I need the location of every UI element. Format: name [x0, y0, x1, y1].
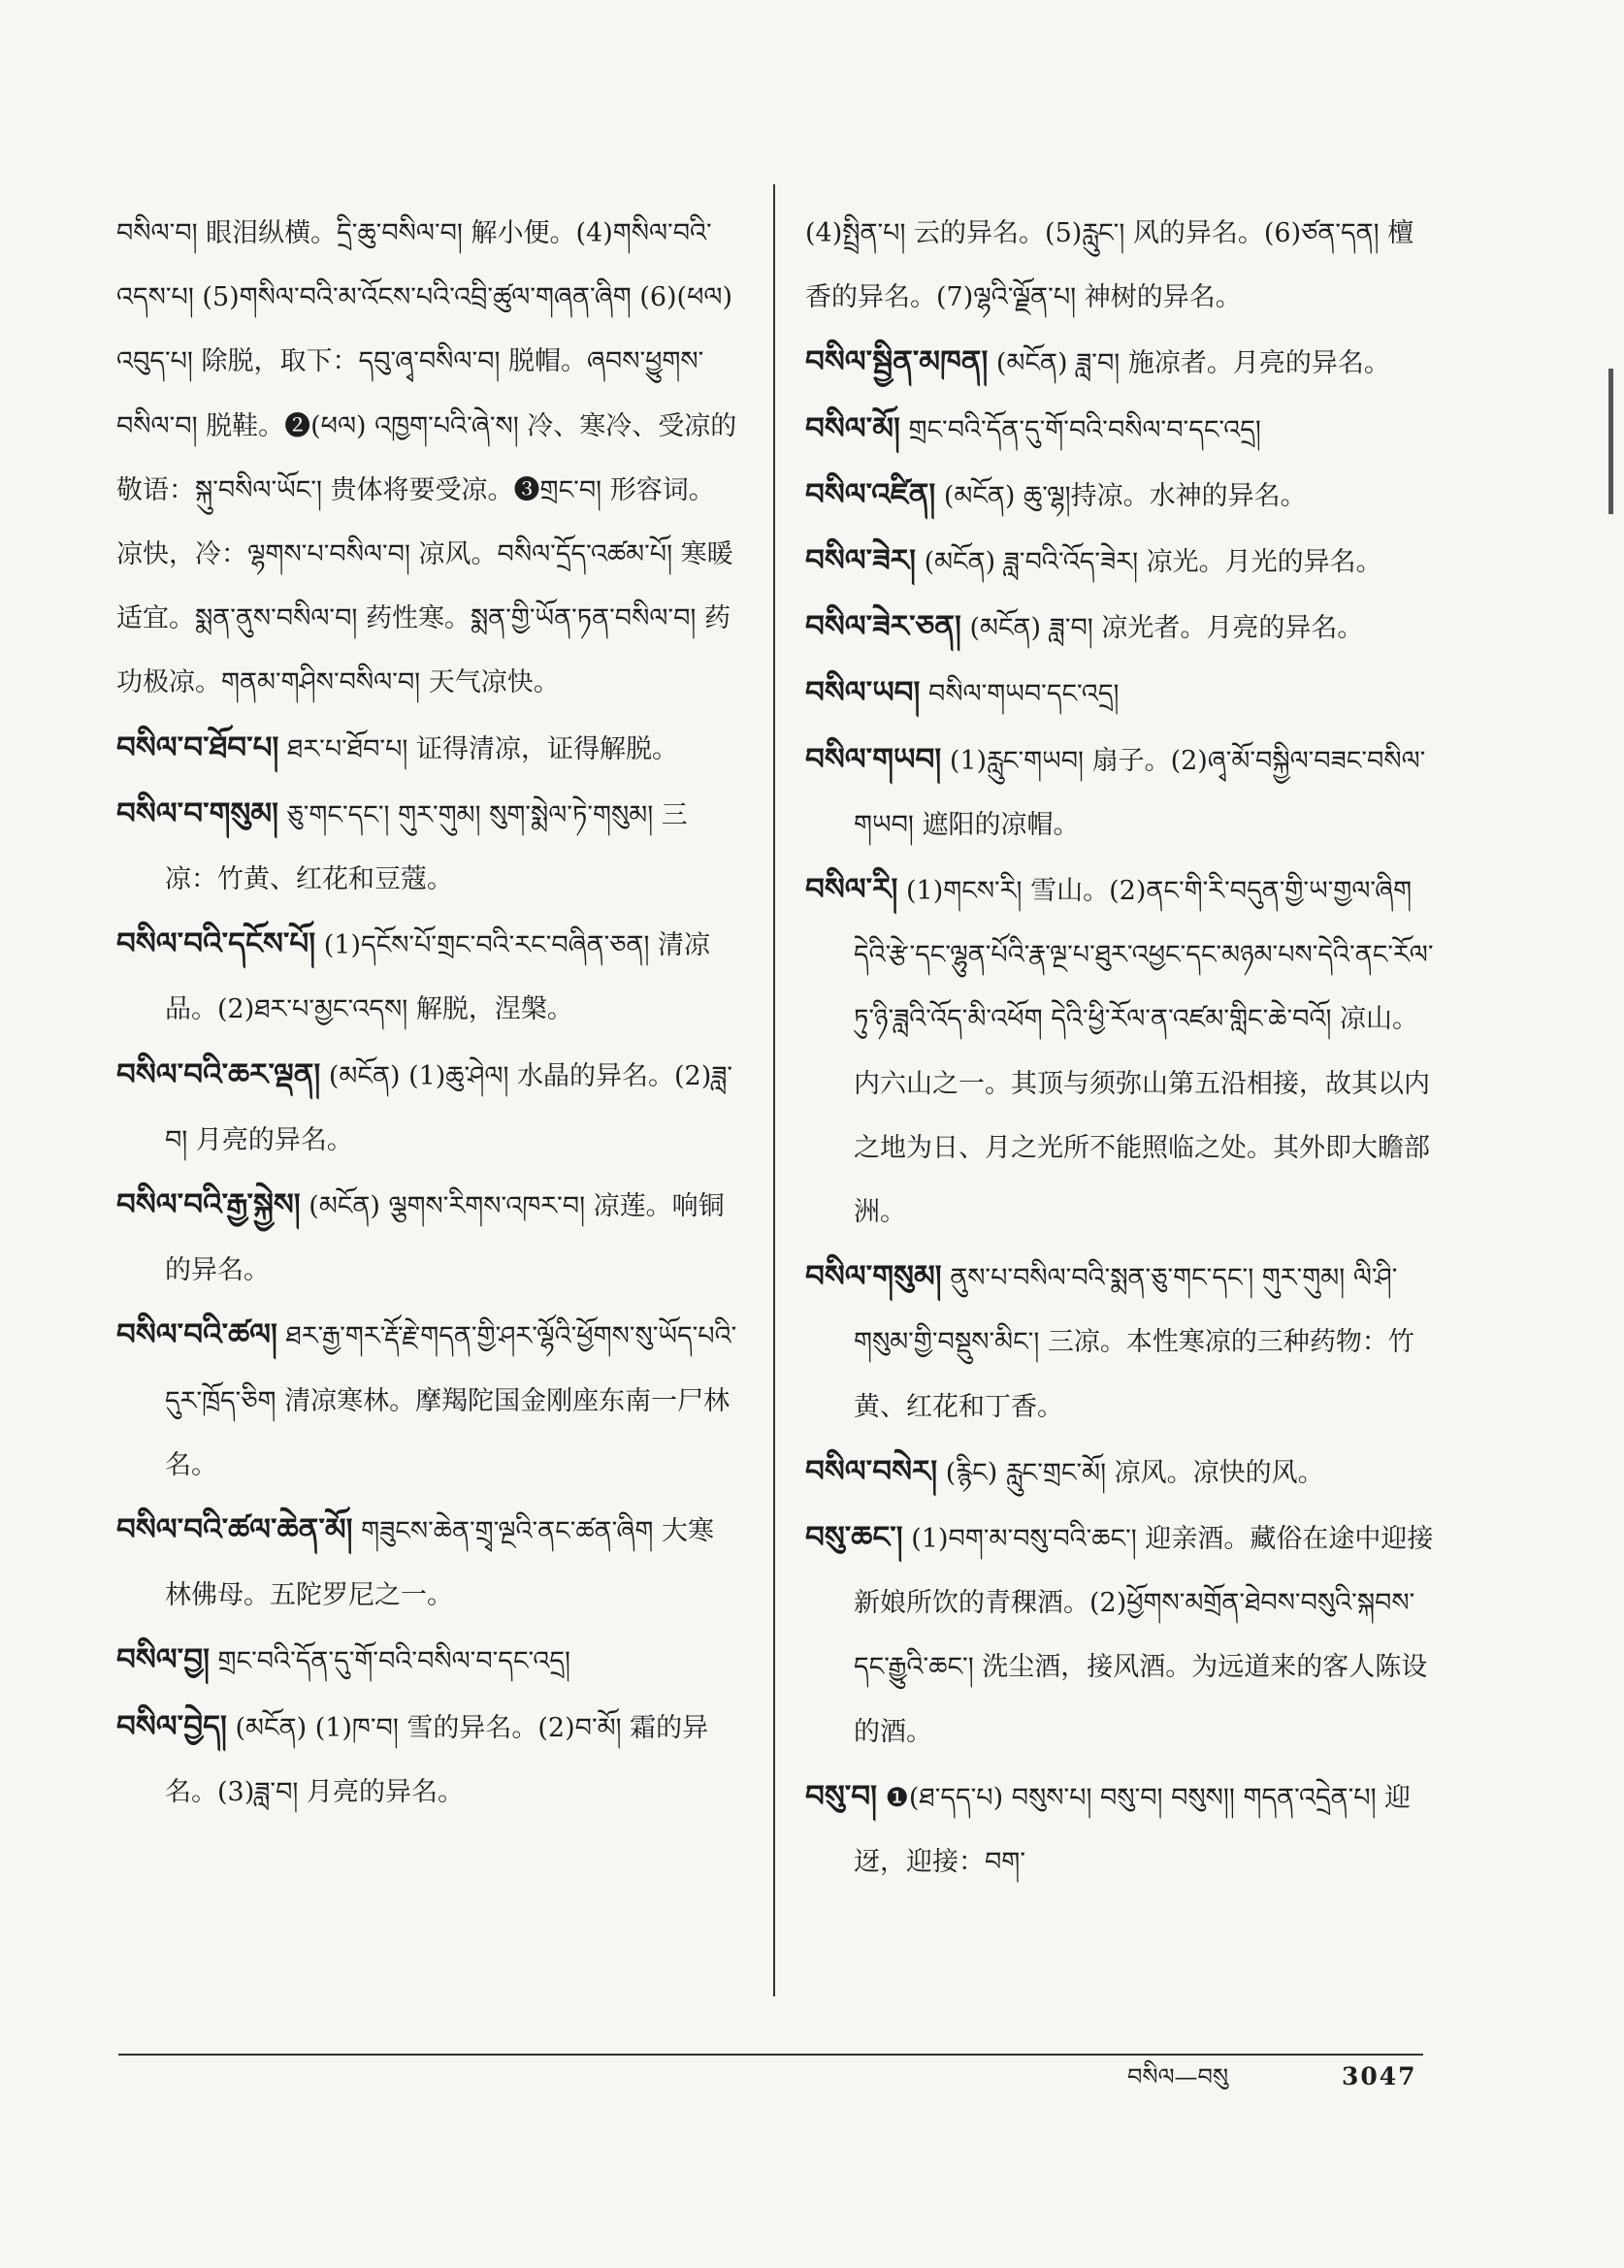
- headword: བསིལ་མོ།: [805, 410, 900, 446]
- entry-text: (1)གངས་རི། 雪山。(2)ནང་གི་རི་བདུན་གྱི་ཡ་གྱལ་ཞིག དེའི་རྩེ་དང་ལྷུན་པོའི་རྣ་ལྔ་པ་ཐུར་འཕྱང་དང་མཉམ་པས་དེའི་ནང་རོལ་ཏུ་ཉི་ཟླའི་འོད་མི་འཕོག དེའི་ཕྱི་རོལ་ན་འཛམ་གླིང་ཆེ་བའོ། 凉山。内六山之一。其顶与须弥山第五沿相接，故其以内之地为日、月之光所不能照临之处。其外即大瞻部洲。: [854, 876, 1434, 1228]
- dictionary-entry: [805, 1440, 1436, 1506]
- headword: བསིལ་རི།: [805, 872, 898, 908]
- headword: བསིལ་བ་ཐོབ་པ།: [116, 729, 279, 765]
- page-headword-range: བསིལ—བསུ: [1127, 2063, 1229, 2090]
- dictionary-entry: [116, 782, 737, 912]
- headword: བསིལ་བའི་ཚལ།: [116, 1317, 277, 1353]
- headword: བསིལ་བསེར།: [805, 1453, 938, 1489]
- dictionary-entry: [116, 1043, 737, 1173]
- headword: བསིལ་བ་གསུམ།: [116, 795, 278, 831]
- headword: བསུ་བ།: [805, 1778, 878, 1814]
- entry-text: (4)སྤྲིན་པ། 云的异名。(5)རླུང་། 风的异名。(6)ཙན་དན། 檀香的异名。(7)ལྷའི་ལྗོན་པ། 神树的异名。: [805, 218, 1414, 313]
- dictionary-entry: [805, 858, 1436, 1245]
- headword: བསུ་ཆང་།: [805, 1520, 903, 1556]
- column-divider: [773, 184, 775, 1996]
- headword: བསིལ་བའི་ཆར་ལྡན།: [116, 1056, 321, 1092]
- dictionary-entry: [805, 1765, 1436, 1895]
- entry-text: ཐར་པ་ཐོབ་པ། 证得清凉，证得解脱。: [287, 733, 678, 764]
- headword: བསིལ་གསུམ།: [805, 1259, 942, 1295]
- dictionary-entry: [805, 529, 1436, 595]
- dictionary-entry: [116, 1173, 737, 1303]
- dictionary-entry: [116, 716, 737, 782]
- headword: བསིལ་ཟེར།: [805, 543, 916, 579]
- dictionary-entry: [805, 661, 1436, 727]
- headword: བསིལ་བའི་དངོས་པོ།: [116, 926, 316, 962]
- entry-text: (མངོན) ཟླ་བ། 施凉者。月亮的异名。: [995, 348, 1390, 379]
- dictionary-entry: [805, 595, 1436, 661]
- entry-text: བསིལ་གཡབ་དང་འདྲ།: [928, 679, 1120, 710]
- dictionary-entry: [805, 1506, 1436, 1765]
- entry-text: (མངོན) ཆུ་ལྷ།持凉。水神的异名。: [943, 480, 1307, 511]
- entry-text: གཟུངས་ཆེན་གྲྭ་ལྔའི་ནང་ཚན་ཞིག 大寒林佛母。五陀罗尼之一。: [165, 1516, 715, 1611]
- entry-text: (མངོན) (1)ཆུ་ཤེལ། 水晶的异名。(2)ཟླ་བ། 月亮的异名。: [165, 1060, 733, 1155]
- headword: བསིལ་བྱེད།: [116, 1708, 227, 1744]
- dictionary-entry: [805, 728, 1436, 858]
- entry-text: ནུས་པ་བསིལ་བའི་སྨན་ཅུ་གང་དང་། གུར་གུམ། ལི་ཤི་གསུམ་གྱི་བསྡུས་མིང་། 三凉。本性寒凉的三种药物：竹黄、红花和丁香。: [854, 1263, 1414, 1422]
- headword: བསིལ་གཡབ།: [805, 741, 942, 777]
- entry-continuation: [116, 202, 737, 716]
- entry-text: (མངོན) ལྕགས་རིགས་འཁར་བ། 凉莲。响铜的异名。: [165, 1191, 725, 1286]
- dictionary-entry: [116, 1498, 737, 1628]
- dictionary-entry: [805, 330, 1436, 396]
- headword: བསིལ་སྦྱིན་མཁན།: [805, 344, 989, 380]
- entry-text: (1)བག་མ་བསུ་བའི་ཆང་། 迎亲酒。藏俗在途中迎接新娘所饮的青稞酒。(2)ཕྱོགས་མགྲོན་ཐེབས་བསུའི་སྐབས་དང་རྒྱུའི་ཆང་། 洗尘酒，接风酒。为远道来的客人陈设的酒。: [854, 1524, 1434, 1747]
- entry-text: (1)རླུང་གཡབ། 扇子。(2)ཞྭ་མོ་བསྐྱིལ་བཟང་བསིལ་གཡབ། 遮阳的凉帽。: [854, 745, 1426, 840]
- dictionary-entry: [805, 463, 1436, 529]
- headword: བསིལ་བའི་ཚལ་ཆེན་མོ།: [116, 1512, 353, 1548]
- dictionary-entry: [116, 1695, 737, 1825]
- headword: བསིལ་བའི་རྒྱ་སྐྱེས།: [116, 1187, 301, 1223]
- headword: བསིལ་འཛིན།: [805, 476, 936, 512]
- footer-rule: [118, 2054, 1423, 2056]
- entry-text: (མངོན) (1)ཁ་བ། 雪的异名。(2)བ་མོ། 霜的异名。(3)ཟླ་བ། 月亮的异名。: [165, 1712, 709, 1807]
- dictionary-entry: [116, 1303, 737, 1498]
- entry-text: གྲང་བའི་དོན་དུ་གོ་བའི་བསིལ་བ་དང་འདྲ།: [908, 414, 1261, 445]
- entry-text: བསིལ་བ། 眼泪纵横。དྲི་ཆུ་བསིལ་བ། 解小便。(4)གསིལ་བའི་འདས་པ། (5)གསིལ་བའི་མ་འོངས་པའི་འབྲི་ཚུལ་གཞན་ཞིག (6)(ཕལ) འབུད་པ། 除脱，取下：དབུ་ཞྭ་བསིལ་བ། 脱帽。ཞབས་ཕྱུགས་བསིལ་བ། 脱鞋。❷(ཕལ) འཁྱག་པའི་ཞེ་ས། 冷、寒冷、受凉的敬语：སྐུ་བསིལ་ཡོང་། 贵体将要受凉。❸གྲང་བ། 形容词。凉快，冷：ལྷགས་པ་བསིལ་བ། 凉风。བསིལ་དྲོད་འཚམ་པོ། 寒暖适宜。སྨན་ནུས་བསིལ་བ། 药性寒。སྨན་གྱི་ཡོན་ཏན་བསིལ་བ། 药功极凉。གནམ་གཤིས་བསིལ་བ། 天气凉快。: [116, 218, 737, 698]
- entry-text: ❶(ཐ་དད་པ) བསུས་པ། བསུ་བ། བསུས།། གདན་འདྲེན་པ། 迎迓，迎接：བག་: [854, 1782, 1412, 1878]
- entry-text: (མངོན) ཟླ་བའི་འོད་ཟེར། 凉光。月光的异名。: [924, 547, 1382, 578]
- page-number: 3047: [1342, 2062, 1417, 2090]
- entry-text: ཅུ་གང་དང་། གུར་གུམ། སུག་སྨེལ་ཏེ་གསུམ། 三凉：竹黄、红花和豆蔻。: [165, 799, 688, 895]
- entry-text: གྲང་བའི་དོན་དུ་གོ་བའི་བསིལ་བ་དང་འདྲ།: [217, 1646, 571, 1677]
- headword: བསིལ་ཡབ།: [805, 675, 921, 711]
- right-column: [805, 202, 1436, 1895]
- entry-text: (1)དངོས་པོ་གྲང་བའི་རང་བཞིན་ཅན། 清凉品。(2)ཐར་པ་མྱང་འདས། 解脱，涅槃。: [165, 930, 711, 1025]
- dictionary-entry: [805, 1245, 1436, 1440]
- left-column: [116, 202, 737, 1825]
- headword: བསིལ་ཟེར་ཅན།: [805, 609, 961, 645]
- entry-continuation: [805, 202, 1436, 330]
- entry-text: (མངོན) ཟླ་བ། 凉光者。月亮的异名。: [969, 613, 1364, 644]
- dictionary-entry: [116, 1628, 737, 1694]
- dictionary-entry: [116, 912, 737, 1042]
- dictionary-entry: [805, 397, 1436, 463]
- scan-edge-mark: [1608, 369, 1613, 514]
- headword: བསིལ་བྱ།: [116, 1642, 210, 1678]
- entry-text: ཐར་རྒྱ་གར་རྡོ་རྗེ་གདན་གྱི་ཤར་ལྷོའི་ཕྱོགས་སུ་ཡོད་པའི་དུར་ཁྲོད་ཅིག 清凉寒林。摩羯陀国金刚座东南一尸林名。: [165, 1321, 737, 1480]
- entry-text: (རྙིང) རླུང་གྲང་མོ། 凉风。凉快的风。: [945, 1457, 1324, 1488]
